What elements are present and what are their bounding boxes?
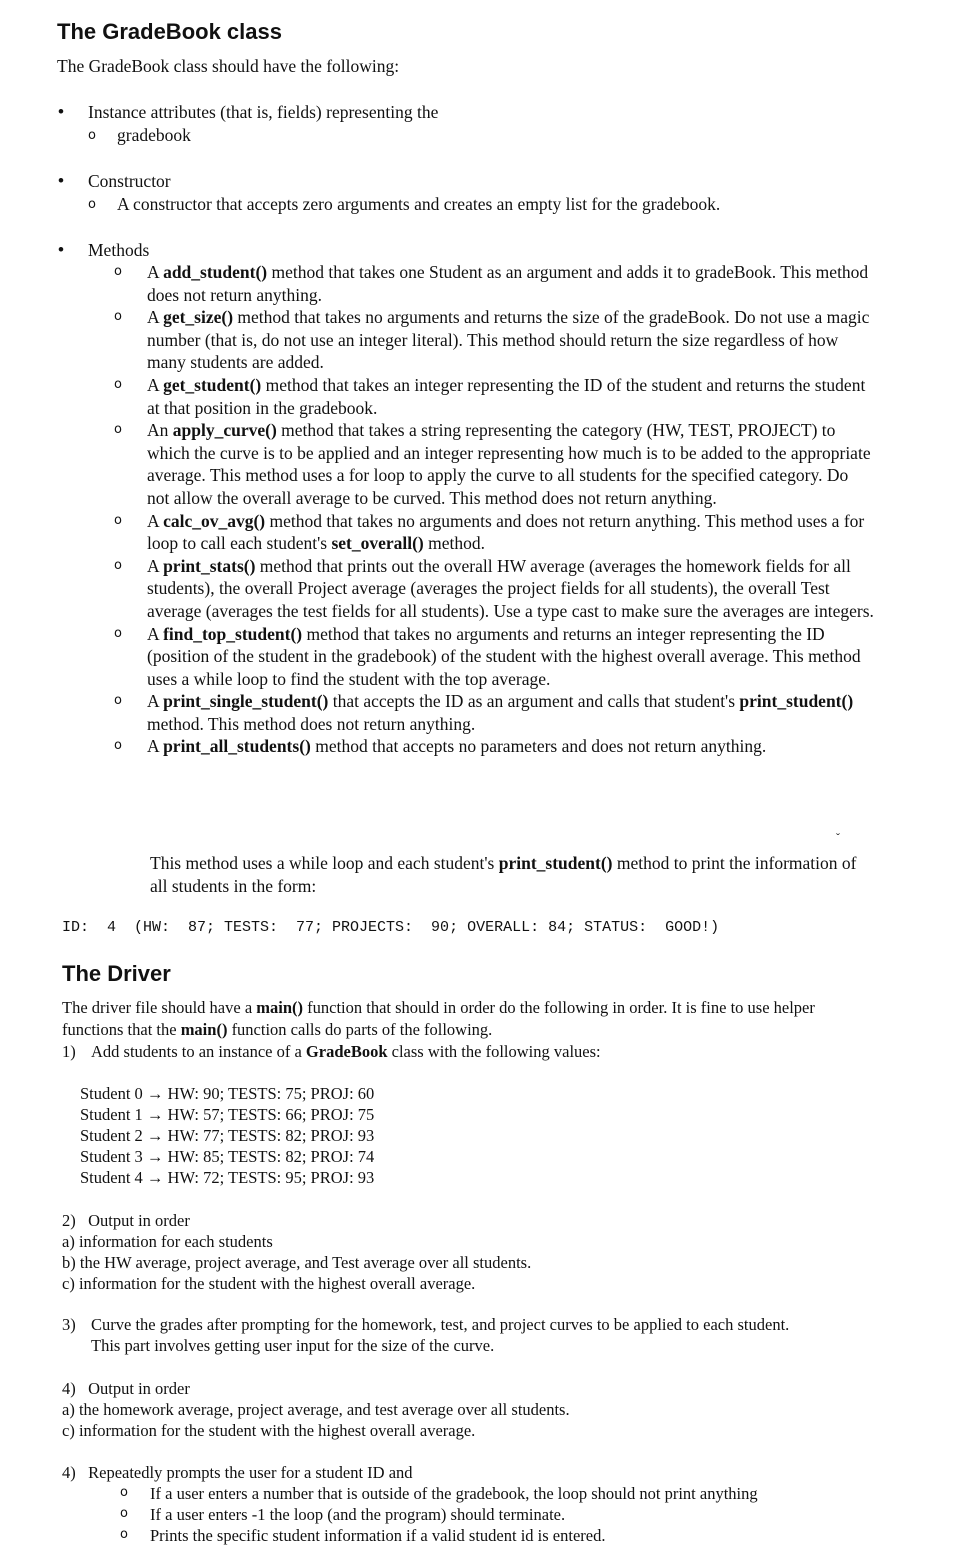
step-number: 4)	[62, 1379, 76, 1398]
method-text: method. This method does not return anything.	[147, 713, 476, 734]
student-row: Student 3 → HW: 85; TESTS: 82; PROJ: 74	[80, 1147, 375, 1166]
circle-bullet-icon: o	[114, 512, 122, 528]
method-text: method that prints out the overall HW average (averages the homework fields for all students), the overall Project average (averages the project fields for all students), the overall Test average (averages the test fields for all students). Use a type cast to make sure the averages are integers.	[147, 555, 874, 621]
method-name: find_top_student()	[163, 623, 303, 644]
method-item-print-all-students	[114, 735, 874, 758]
step1-text	[91, 1041, 601, 1063]
step-text: Add students to an instance of a	[91, 1042, 306, 1061]
student-list	[80, 1083, 374, 1188]
methods-list	[114, 261, 874, 758]
attribute-item: gradebook	[117, 125, 191, 145]
method-text: A	[147, 736, 164, 757]
method-text: method.	[423, 533, 486, 554]
circle-bullet-icon: o	[120, 1506, 128, 1521]
step4-item: a) the homework average, project average, and test average over all students.	[62, 1400, 570, 1419]
method-item-calc-ov-avg	[114, 510, 874, 555]
step2-item: a) information for each students	[62, 1232, 273, 1251]
method-text: method that takes no arguments and does not return anything. This method uses a for loop to call each student's	[147, 510, 865, 554]
method-name: print_student()	[739, 691, 854, 712]
methods-label: Methods	[88, 240, 150, 260]
gradebook-intro: The GradeBook class should have the following:	[57, 56, 400, 76]
step5-list	[120, 1483, 900, 1546]
method-item-add-student	[114, 261, 874, 306]
step-label: Output in order	[88, 1211, 190, 1230]
function-name: main()	[180, 1019, 228, 1039]
method-name: print_single_student()	[163, 691, 329, 712]
step-label: Output in order	[88, 1379, 190, 1398]
method-name: add_student()	[163, 262, 268, 282]
circle-bullet-icon: o	[114, 422, 122, 438]
circle-bullet-icon: o	[114, 738, 122, 754]
step5-item-text: If a user enters -1 the loop (and the program) should terminate.	[150, 1505, 566, 1524]
method-text: method that takes no arguments and returns an integer representing the ID (position of the student in the gradebook) of the student with the highest overall average. This method uses a while loop to find the student with the top average.	[147, 623, 861, 689]
circle-bullet-icon: o	[114, 557, 122, 573]
step3-text	[91, 1314, 891, 1356]
method-text: A	[147, 510, 164, 531]
driver-intro	[62, 997, 852, 1040]
circle-bullet-icon: o	[114, 693, 122, 709]
method-name: print_stats()	[163, 555, 256, 576]
bullet-icon: •	[58, 240, 64, 259]
method-text: A	[147, 262, 164, 282]
method-item-get-student	[114, 374, 874, 419]
circle-bullet-icon: o	[114, 376, 122, 392]
step3-line: This part involves getting user input for the size of the curve.	[91, 1336, 495, 1355]
method-item-apply-curve	[114, 419, 874, 509]
step3-num: 3)	[62, 1315, 76, 1334]
step-text: class with the following values:	[387, 1042, 601, 1061]
loop-note-text: method to print the information of all students in the form:	[150, 853, 857, 896]
circle-bullet-icon: o	[88, 197, 96, 212]
method-name: get_size()	[163, 307, 234, 328]
step5-item	[120, 1504, 900, 1525]
method-item-print-stats	[114, 555, 874, 623]
step2-item: b) the HW average, project average, and Test average over all students.	[62, 1253, 532, 1272]
step4-block	[62, 1378, 570, 1441]
method-name: apply_curve()	[172, 420, 277, 441]
bullet-icon: •	[58, 102, 64, 121]
intro-text: function that should in order do the following in order. It is fine to use helper functions that the	[62, 998, 815, 1039]
circle-bullet-icon: o	[114, 264, 122, 279]
method-name: calc_ov_avg()	[163, 510, 266, 531]
circle-bullet-icon: o	[120, 1527, 128, 1542]
section-title-driver: The Driver	[62, 961, 171, 986]
method-text: A	[147, 623, 164, 644]
step-label: Repeatedly prompts the user for a student ID and	[88, 1463, 413, 1482]
step-number: 2)	[62, 1211, 76, 1230]
loop-note	[150, 852, 860, 897]
function-name: main()	[256, 998, 304, 1017]
step5-item-text: If a user enters a number that is outside of the gradebook, the loop should not print anything	[150, 1484, 758, 1503]
step4-item: c) information for the student with the highest overall average.	[62, 1421, 476, 1440]
method-name: print_student()	[498, 853, 613, 873]
method-text: method that takes one Student as an argument and adds it to gradeBook. This method does not return anything.	[147, 262, 869, 305]
step2-item: c) information for the student with the highest overall average.	[62, 1274, 476, 1293]
student-row: Student 2 → HW: 77; TESTS: 82; PROJ: 93	[80, 1126, 375, 1145]
method-text: method that takes an integer representing the ID of the student and returns the student at that position in the gradebook.	[147, 374, 866, 418]
step2-block	[62, 1210, 531, 1294]
class-name: GradeBook	[305, 1042, 388, 1061]
attributes-label: Instance attributes (that is, fields) representing the	[88, 102, 439, 122]
method-item-print-single-student	[114, 690, 874, 735]
student-row: Student 1 → HW: 57; TESTS: 66; PROJ: 75	[80, 1105, 375, 1124]
method-text: A	[147, 691, 164, 712]
step5-item	[120, 1483, 900, 1504]
method-item-get-size	[114, 306, 874, 374]
student-row: Student 0 → HW: 90; TESTS: 75; PROJ: 60	[80, 1084, 375, 1103]
circle-bullet-icon: o	[88, 128, 96, 143]
step5-item	[120, 1525, 900, 1546]
circle-bullet-icon: o	[120, 1485, 128, 1500]
bullet-icon: •	[58, 171, 64, 190]
step1-num: 1)	[62, 1042, 76, 1061]
step5-heading	[62, 1462, 413, 1483]
step5-item-text: Prints the specific student information if a valid student id is entered.	[150, 1526, 606, 1545]
method-item-find-top-student	[114, 623, 874, 691]
constructor-label: Constructor	[88, 171, 171, 191]
method-name: get_student()	[163, 374, 262, 395]
method-text: A	[147, 374, 164, 395]
step3-line: Curve the grades after prompting for the homework, test, and project curves to be applied to each student.	[91, 1315, 790, 1334]
method-text: A	[147, 307, 164, 328]
student-row: Student 4 → HW: 72; TESTS: 95; PROJ: 93	[80, 1168, 375, 1187]
cursor-mark-icon: ˇ	[836, 831, 840, 845]
method-text: A	[147, 555, 164, 576]
step2-heading	[62, 1210, 531, 1231]
circle-bullet-icon: o	[114, 309, 122, 325]
method-text: method that takes a string representing the category (HW, TEST, PROJECT) to which the curve is to be applied and an integer representing how much is to be added to the appropriate average. This method uses a for loop to apply the curve to all students for the specified category. Do not allow the overall average to be curved. This method does not return anything.	[147, 420, 871, 508]
step4-heading	[62, 1378, 570, 1399]
constructor-item: A constructor that accepts zero arguments and creates an empty list for the gradebook.	[117, 194, 721, 214]
sample-output: ID: 4 (HW: 87; TESTS: 77; PROJECTS: 90; OVERALL: 84; STATUS: GOOD!)	[62, 919, 720, 936]
method-text: method that accepts no parameters and does not return anything.	[310, 736, 767, 757]
loop-note-text: This method uses a while loop and each student's	[150, 853, 499, 873]
section-title-gradebook: The GradeBook class	[57, 19, 282, 44]
method-text: An	[147, 420, 173, 441]
step-number: 4)	[62, 1463, 76, 1482]
intro-text: The driver file should have a	[62, 998, 257, 1017]
method-name: set_overall()	[331, 533, 424, 554]
method-text: that accepts the ID as an argument and calls that student's	[328, 691, 740, 712]
intro-text: function calls do parts of the following.	[227, 1019, 493, 1039]
method-name: print_all_students()	[163, 736, 311, 757]
method-text: method that takes no arguments and returns the size of the gradeBook. Do not use a magic number (that is, do not use an integer literal). This method should return the size regardless of how many students are added.	[147, 307, 870, 373]
circle-bullet-icon: o	[114, 625, 122, 641]
